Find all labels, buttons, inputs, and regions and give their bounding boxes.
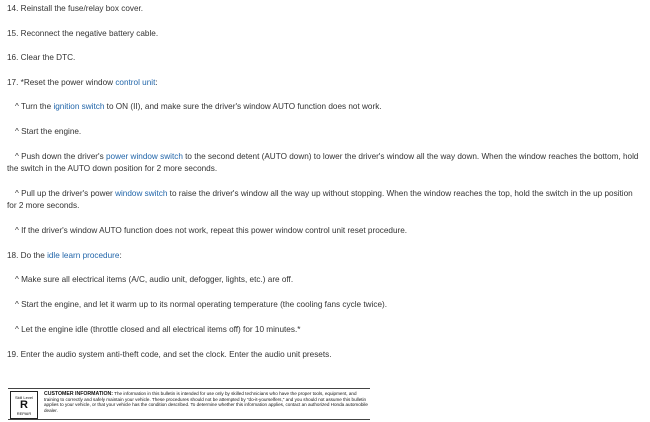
badge-top-label: Skill Level [14,394,33,400]
bullet-3-post: to the second detent (AUTO down) to lower the driver's window all the way down. When the window reaches the bottom, hold the switch in the AUTO down position for 2 more seconds. [7,152,639,173]
step-17-colon: : [155,78,158,87]
badge-letter: R [20,398,28,411]
bullet-1-post: to ON (II), and make sure the driver's window AUTO function does not work. [104,102,382,111]
step-17-bullet-5: ^ If the driver's window AUTO function does not work, repeat this power window control unit reset procedure. [15,226,408,235]
step-17-bullet-2: ^ Start the engine. [15,127,82,136]
step-17 [7,77,643,89]
bullet-4-pre: ^ Pull up the driver's power [15,189,116,198]
customer-information-text [44,391,370,413]
step-17-text: 17. *Reset the power window [7,78,116,87]
step-15: 15. Reconnect the negative battery cable. [7,29,159,38]
step-17-bullet-1 [15,101,650,113]
step-17-bullet-4 [7,188,643,212]
step-18-bullet-2: ^ Start the engine, and let it warm up to its normal operating temperature (the cooling fans cycle twice). [15,300,388,309]
step-18-colon: : [119,251,122,260]
step-18 [7,250,643,262]
step-18-bullet-3: ^ Let the engine idle (throttle closed and all electrical items off) for 10 minutes.* [15,325,301,334]
step-18-bullet-1: ^ Make sure all electrical items (A/C, audio unit, defogger, lights, etc.) are off. [15,275,294,284]
bullet-3-pre: ^ Push down the driver's [15,152,106,161]
idle-learn-procedure-link[interactable]: idle learn procedure [47,251,120,260]
badge-bottom-label: REPAIR [16,410,32,416]
customer-information-title: CUSTOMER INFORMATION: [44,391,113,397]
ignition-switch-link[interactable]: ignition switch [53,102,105,111]
control-unit-link[interactable]: control unit [115,78,156,87]
step-18-text: 18. Do the [7,251,48,260]
bullet-1-pre: ^ Turn the [15,102,54,111]
customer-information-footer [8,388,370,420]
step-17-bullet-3 [7,151,643,175]
bullet-4-post: to raise the driver's window all the way up without stopping. When the window reaches the top, hold the switch in the up position for 2 more seconds. [7,189,633,210]
step-14: 14. Reinstall the fuse/relay box cover. [7,4,144,13]
step-19: 19. Enter the audio system anti-theft code, and set the clock. Enter the audio unit presets. [7,350,332,359]
power-window-switch-link[interactable]: power window switch [105,152,183,161]
skill-level-badge [10,391,38,419]
customer-information-body: The information in this bulletin is intended for use only by skilled technicians who have the proper tools, equipment, and training to correctly and safely maintain your vehicle. These procedures should not be attempted by "do-it-yourselfers," and you should not assume this bulletin applies to your vehicle, or that your vehicle has the condition described. To determine whether this information applies, contact an authorized Honda automobile dealer. [44,391,368,413]
step-16: 16. Clear the DTC. [7,53,76,62]
window-switch-link[interactable]: window switch [115,189,168,198]
